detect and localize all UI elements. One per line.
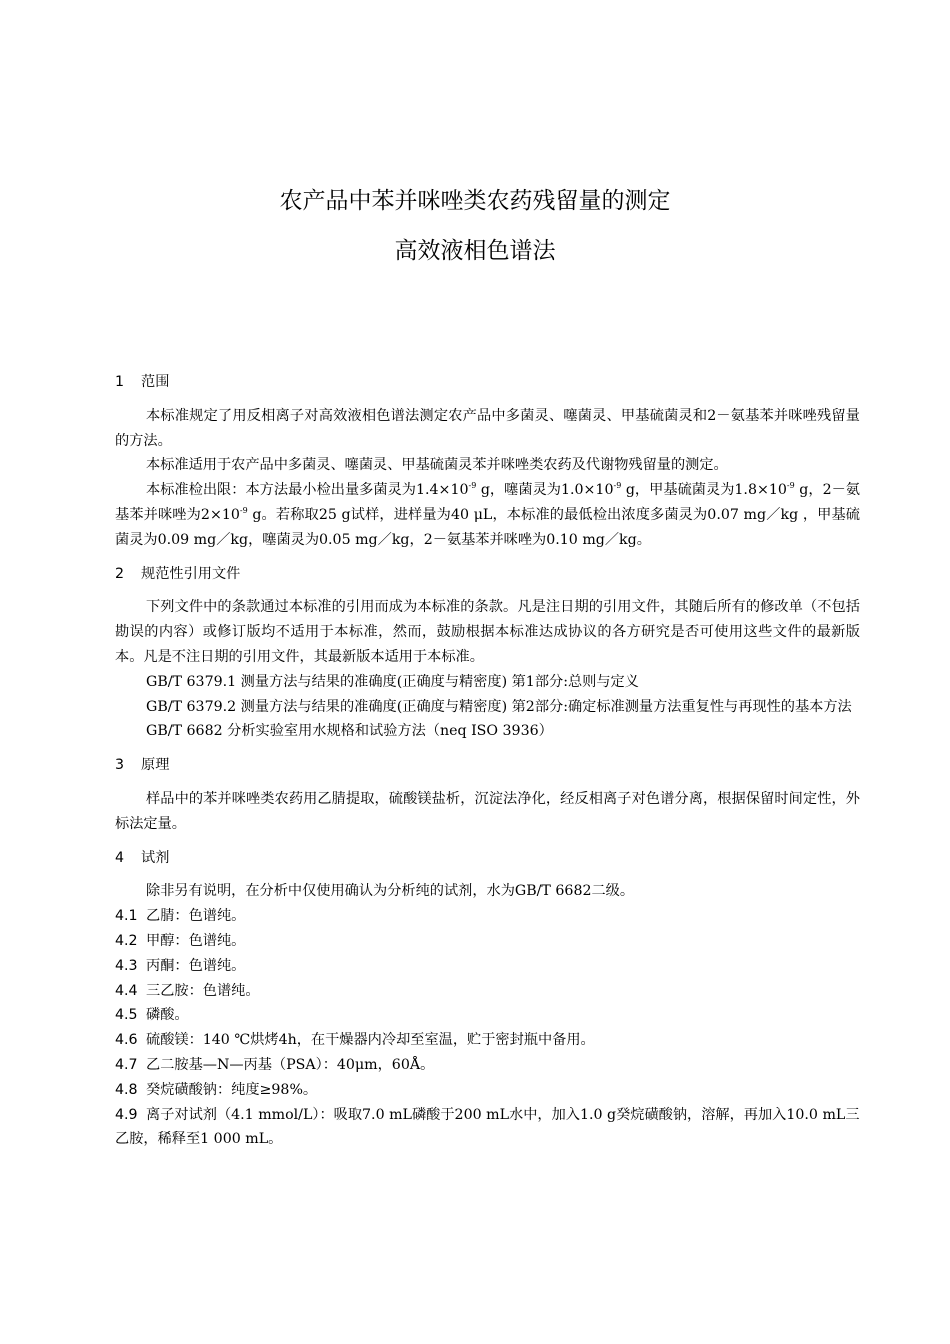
reference-item: GB/T 6682 分析实验室用水规格和试验方法（neq ISO 3936） [146, 723, 553, 740]
section-heading-scope [115, 370, 860, 395]
section-title: 试剂 [141, 849, 170, 866]
reference-item: GB/T 6379.1 测量方法与结果的准确度(正确度与精密度) 第1部分:总则与定义 [146, 673, 639, 690]
paragraph: 本标准规定了用反相离子对高效液相色谱法测定农产品中多菌灵、噻菌灵、甲基硫菌灵和2－氨基苯并咪唑残留量的方法。 [115, 407, 860, 449]
section-heading-principle [115, 753, 860, 778]
reagent-item: 4.8 癸烷磺酸钠：纯度≥98%。 [115, 1081, 318, 1098]
paragraph: 样品中的苯并咪唑类农药用乙腈提取，硫酸镁盐析，沉淀法净化，经反相离子对色谱分离，根据保留时间定性，外标法定量。 [115, 790, 860, 832]
section-number: 1 [115, 374, 125, 390]
paragraph: 除非另有说明，在分析中仅使用确认为分析纯的试剂，水为GB/T 6682二级。 [146, 883, 635, 900]
section-number: 3 [115, 757, 125, 774]
reagent-item: 4.2 甲醇：色谱纯。 [115, 932, 246, 949]
reagent-item: 4.5 磷酸。 [115, 1007, 189, 1024]
section-title: 规范性引用文件 [141, 565, 241, 582]
paragraph: 下列文件中的条款通过本标准的引用而成为本标准的条款。凡是注日期的引用文件，其随后所有的修改单（不包括勘误的内容）或修订版均不适用于本标准，然而，鼓励根据本标准达成协议的各方研究是否可使用这些文件的最新版本。凡是不注日期的引用文件，其最新版本适用于本标准。 [115, 599, 860, 665]
paragraph-detection-limit: 本标准检出限：本方法最小检出量多菌灵为$1.4\times 10^{-9}$ g，噻菌灵为$1.0\times 10^{-9}$ g，甲基硫菌灵为$1.8\times 10^{-9}$ g，2－氨基苯并咪唑为$2\times 10^{-9}$ g。若称取25 g试样，进样量为40 μL，本标准的最低检出浓度多菌灵为0.07 mg／kg ，甲基硫菌灵为0.09 mg／kg，噻菌灵为0.05 mg／kg，2－氨基苯并咪唑为0.10 mg／kg。 [115, 481, 860, 548]
section-title: 原理 [141, 757, 170, 774]
document-title: 农产品中苯并咪唑类农药残留量的测定 [279, 188, 671, 214]
reagent-item: 4.9 离子对试剂（4.1 mmol/L）：吸取7.0 mL磷酸于200 mL水中，加入1.0 g癸烷磺酸钠，溶解，再加入10.0 mL三乙胺，稀释至1 000 mL。 [115, 1106, 860, 1148]
section-number: 4 [115, 849, 125, 866]
document-body [115, 370, 860, 1152]
section-number: 2 [115, 565, 125, 582]
section-title: 范围 [141, 374, 170, 390]
reference-item: GB/T 6379.2 测量方法与结果的准确度(正确度与精密度) 第2部分:确定标准测量方法重复性与再现性的基本方法 [146, 698, 852, 715]
reagent-item: 4.6 硫酸镁：140 ℃烘烤4h，在干燥器内冷却至室温，贮于密封瓶中备用。 [115, 1032, 595, 1049]
paragraph: 本标准适用于农产品中多菌灵、噻菌灵、甲基硫菌灵苯并咪唑类农药及代谢物残留量的测定。 [146, 457, 728, 474]
section-heading-reagents [115, 846, 860, 871]
document-subtitle: 高效液相色谱法 [394, 238, 556, 264]
reagent-item: 4.1 乙腈：色谱纯。 [115, 908, 246, 925]
reagent-item: 4.4 三乙胺：色谱纯。 [115, 982, 260, 999]
reagent-item: 4.3 丙酮：色谱纯。 [115, 957, 246, 974]
section-heading-normative-references [115, 562, 860, 587]
reagent-item: 4.7 乙二胺基—N—丙基（PSA）：40μm，60Å。 [115, 1056, 435, 1073]
